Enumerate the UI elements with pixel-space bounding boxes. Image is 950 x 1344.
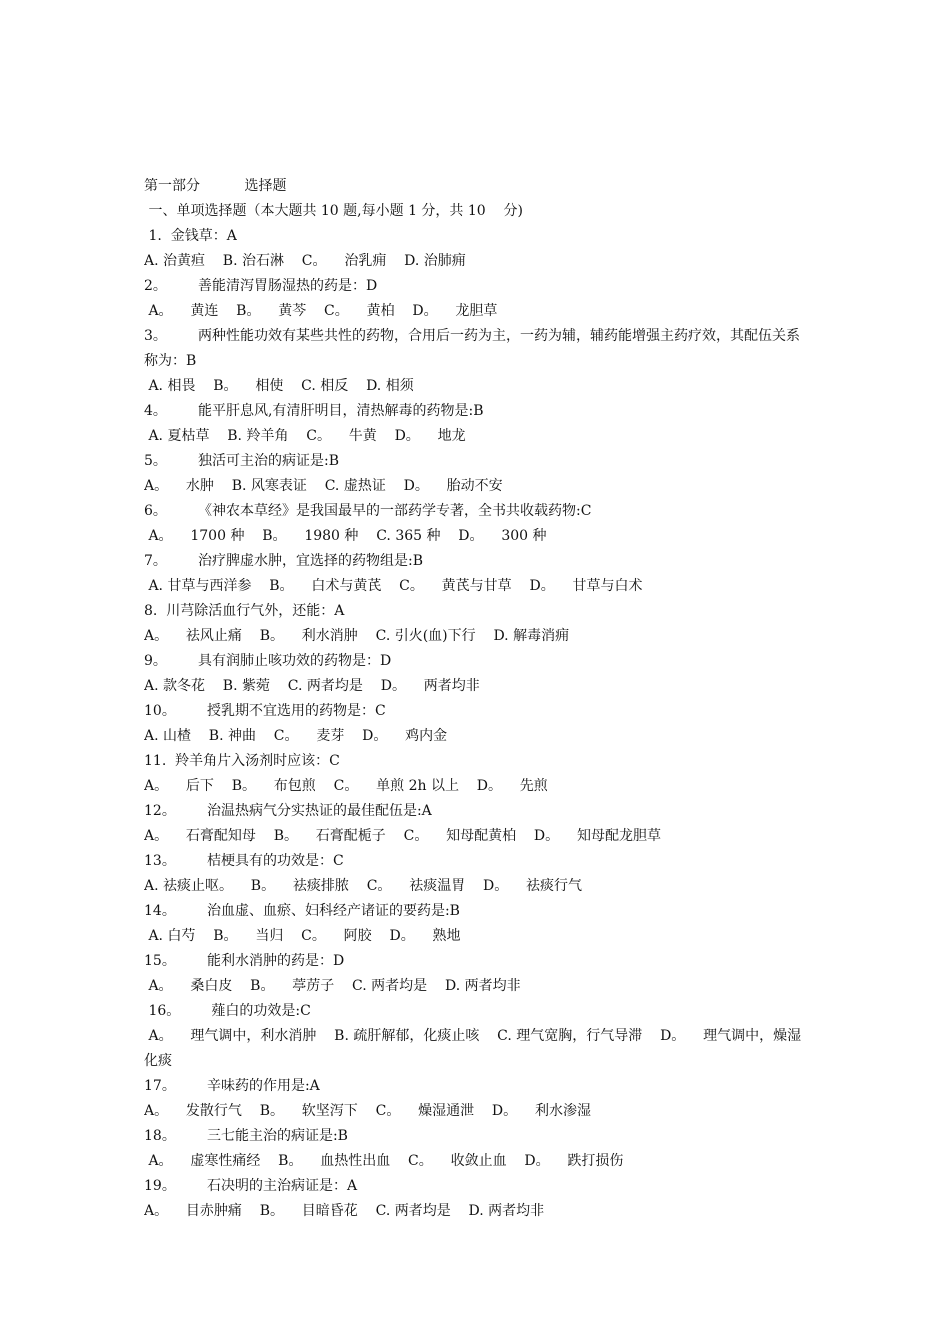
question-options: A。 目赤肿痛 B。 目暗昏花 C. 两者均是 D. 两者均非	[144, 1203, 545, 1219]
question-text: 14。 治血虚、血瘀、妇科经产诸证的要药是:B	[144, 903, 460, 919]
question-options: A。 石膏配知母 B。 石膏配栀子 C。 知母配黄柏 D。 知母配龙胆草	[144, 828, 661, 844]
question-text: 17。 辛味药的作用是:A	[144, 1078, 320, 1094]
question-options: A。 发散行气 B。 软坚泻下 C。 燥湿通泄 D。 利水渗湿	[144, 1103, 591, 1119]
question-options: A. 款冬花 B. 紫菀 C. 两者均是 D。 两者均非	[144, 678, 480, 694]
question-text: 15。 能利水消肿的药是：D	[144, 953, 345, 969]
question-options: A. 山楂 B. 神曲 C。 麦芽 D。 鸡内金	[144, 728, 448, 744]
section-title: 第一部分 选择题	[144, 178, 287, 194]
question-options: A。 1700 种 B。 1980 种 C. 365 种 D。 300 种	[144, 528, 547, 544]
question-text: 9。 具有润肺止咳功效的药物是：D	[144, 653, 392, 669]
question-text: 19。 石决明的主治病证是：A	[144, 1178, 358, 1194]
question-options: A。 桑白皮 B。 葶苈子 C. 两者均是 D. 两者均非	[144, 978, 521, 994]
question-options: A。 后下 B。 布包煎 C。 单煎 2h 以上 D。 先煎	[144, 778, 548, 794]
question-text: 16。 薤白的功效是:C	[144, 1003, 311, 1019]
question-options: A. 甘草与西洋参 B。 白术与黄芪 C。 黄芪与甘草 D。 甘草与白术	[144, 578, 643, 594]
question-options: A. 相畏 B。 相使 C. 相反 D. 相须	[144, 378, 414, 394]
question-text: 18。 三七能主治的病证是:B	[144, 1128, 348, 1144]
question-options: A. 白芍 B。 当归 C。 阿胶 D。 熟地	[144, 928, 461, 944]
question-options: A。 祛风止痛 B。 利水消肿 C. 引火(血)下行 D. 解毒消痈	[144, 628, 570, 644]
question-text: 1. 金钱草：A	[144, 228, 237, 244]
question-options: A。 虚寒性痛经 B。 血热性出血 C。 收敛止血 D。 跌打损伤	[144, 1153, 624, 1169]
question-text: 5。 独活可主治的病证是:B	[144, 453, 340, 469]
document-body	[144, 174, 814, 1224]
question-text: 6。 《神农本草经》是我国最早的一部药学专著，全书共收载药物:C	[144, 503, 592, 519]
question-text: 12。 治温热病气分实热证的最佳配伍是:A	[144, 803, 432, 819]
question-text: 4。 能平肝息风,有清肝明目，清热解毒的药物是:B	[144, 403, 484, 419]
question-options: A. 祛痰止呕。 B。 祛痰排脓 C。 祛痰温胃 D。 祛痰行气	[144, 878, 583, 894]
question-options: A。 黄连 B。 黄芩 C。 黄柏 D。 龙胆草	[144, 303, 498, 319]
question-text: 2。 善能清泻胃肠湿热的药是：D	[144, 278, 378, 294]
section-subtitle: 一、单项选择题（本大题共 10 题,每小题 1 分，共 10 分)	[144, 203, 523, 219]
question-options: A. 治黄疸 B. 治石淋 C。 治乳痈 D. 治肺痈	[144, 253, 466, 269]
question-options: A。 理气调中，利水消肿 B. 疏肝解郁，化痰止咳 C. 理气宽胸，行气导滞 D。 理气调中，燥湿化痰	[144, 1028, 802, 1069]
question-options: A。 水肿 B. 风寒表证 C. 虚热证 D。 胎动不安	[144, 478, 503, 494]
question-list	[144, 224, 814, 1224]
question-text: 8. 川芎除活血行气外，还能：A	[144, 603, 345, 619]
question-text: 13。 桔梗具有的功效是：C	[144, 853, 344, 869]
question-text: 3。 两种性能功效有某些共性的药物，合用后一药为主，一药为辅，辅药能增强主药疗效，其配伍关系称为：B	[144, 328, 801, 369]
question-text: 7。 治疗脾虚水肿，宜选择的药物组是:B	[144, 553, 424, 569]
question-options: A. 夏枯草 B. 羚羊角 C。 牛黄 D。 地龙	[144, 428, 466, 444]
question-text: 11. 羚羊角片入汤剂时应该：C	[144, 753, 340, 769]
question-text: 10。 授乳期不宜选用的药物是：C	[144, 703, 386, 719]
